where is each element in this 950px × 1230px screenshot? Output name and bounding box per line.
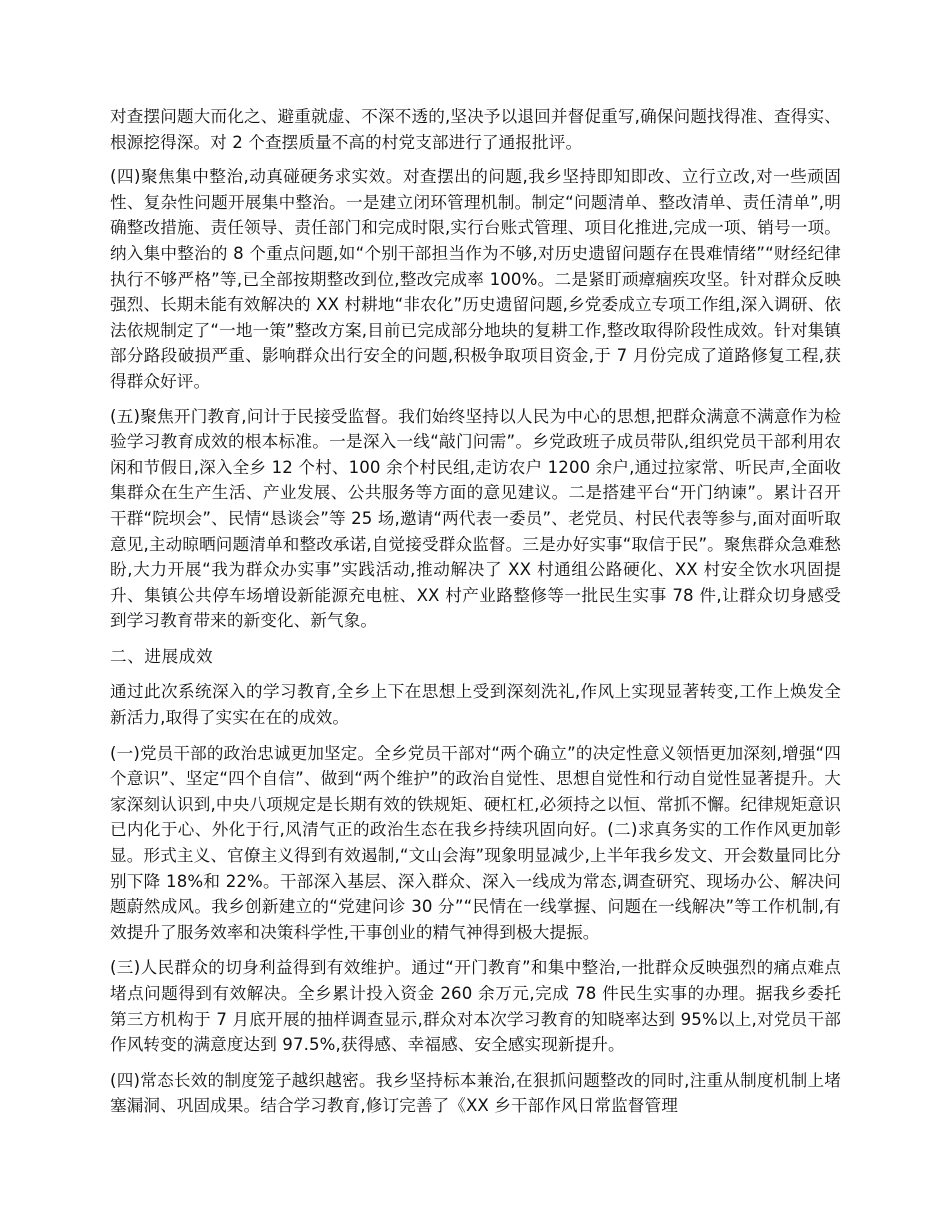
paragraph-item-four-institutional-cage: (四)常态长效的制度笼子越织越密。我乡坚持标本兼治,在狠抓问题整改的同时,注重从制度机制上堵塞漏洞、巩固成果。结合学习教育,修订完善了《XX 乡干部作风日常监督管理 (110, 1070, 841, 1116)
paragraph-item-three-public-interests: (三)人民群众的切身利益得到有效维护。通过“开门教育”和集中整治,一批群众反映强烈的痛点难点堵点问题得到有效解决。全乡累计投入资金 260 余万元,完成 78 件民生实事的办理。据我乡委托第三方机构于 7 月底开展的抽样调查显示,群众对本次学习教育的知晓率达到 95%以上,对党员干部作风转变的满意度达到 97.5%,获得感、幸福感、安全感实现新提升。 (110, 958, 841, 1055)
paragraph-item-one-political-loyalty: (一)党员干部的政治忠诚更加坚定。全乡党员干部对“两个确立”的决定性意义领悟更加深刻,增强“四个意识”、坚定“四个自信”、做到“两个维护”的政治自觉性、思想自觉性和行动自觉性显著提升。大家深刻认识到,中央八项规定是长期有效的铁规矩、硬杠杠,必须持之以恒、常抓不懈。纪律规矩意识已内化于心、外化于行,风清气正的政治生态在我乡持续巩固向好。(二)求真务实的工作作风更加彰显。形式主义、官僚主义得到有效遏制,“文山会海”现象明显减少,上半年我乡发文、开会数量同比分别下降 18%和 22%。干部深入基层、深入群众、深入一线成为常态,调查研究、现场办公、解决问题蔚然成风。我乡创新建立的“党建问诊 30 分”“民情在一线掌握、问题在一线解决”等工作机制,有效提升了服务效率和决策科学性,干事创业的精气神得到极大提振。 (110, 743, 841, 942)
paragraph-closing-review-quality: 对查摆问题大而化之、避重就虚、不深不透的,坚决予以退回并督促重写,确保问题找得准、查得实、根源挖得深。对 2 个查摆质量不高的村党支部进行了通报批评。 (110, 107, 841, 152)
paragraph-overall-effectiveness-summary: 通过此次系统深入的学习教育,全乡上下在思想上受到深刻洗礼,作风上实现显著转变,工作上焕发全新活力,取得了实实在在的成效。 (110, 682, 841, 728)
document-body (110, 104, 841, 1119)
section-heading-progress-results: 二、进展成效 (110, 646, 214, 666)
paragraph-section-four-concentrated-rectification: (四)聚焦集中整治,动真碰硬务求实效。对查摆出的问题,我乡坚持即知即改、立行立改,对一些顽固性、复杂性问题开展集中整治。一是建立闭环管理机制。制定“问题清单、整改清单、责任清单”,明确整改措施、责任领导、责任部门和完成时限,实行台账式管理、项目化推进,完成一项、销号一项。纳入集中整治的 8 个重点问题,如“个别干部担当作为不够,对历史遗留问题存在畏难情绪”“财经纪律执行不够严格”等,已全部按期整改到位,整改完成率 100%。二是紧盯顽瘴痼疾攻坚。针对群众反映强烈、长期未能有效解决的 XX 村耕地“非农化”历史遗留问题,乡党委成立专项工作组,深入调研、依法依规制定了“一地一策”整改方案,目前已完成部分地块的复耕工作,整改取得阶段性成效。针对集镇部分路段破损严重、影响群众出行安全的问题,积极争取项目资金,于 7 月份完成了道路修复工程,获得群众好评。 (110, 167, 841, 391)
paragraph-section-five-open-door-education: (五)聚焦开门教育,问计于民接受监督。我们始终坚持以人民为中心的思想,把群众满意不满意作为检验学习教育成效的根本标准。一是深入一线“敲门问需”。乡党政班子成员带队,组织党员干部利用农闲和节假日,深入全乡 12 个村、100 余个村民组,走访农户 1200 余户,通过拉家常、听民声,全面收集群众在生产生活、产业发展、公共服务等方面的意见建议。二是搭建平台“开门纳谏”。累计召开干群“院坝会”、民情“恳谈会”等 25 场,邀请“两代表一委员”、老党员、村民代表等参与,面对面听取意见,主动晾晒问题清单和整改承诺,自觉接受群众监督。三是办好实事“取信于民”。聚焦群众急难愁盼,大力开展“我为群众办实事”实践活动,推动解决了 XX 村通组公路硬化、XX 村安全饮水巩固提升、集镇公共停车场增设新能源充电桩、XX 村产业路整修等一批民生实事 78 件,让群众切身感受到学习教育带来的新变化、新气象。 (110, 406, 841, 631)
